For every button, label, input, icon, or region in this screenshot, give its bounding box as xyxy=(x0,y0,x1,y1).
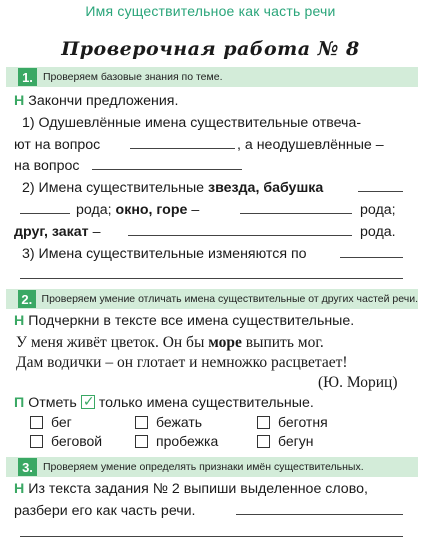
page-title: Проверочная работа № 8 xyxy=(61,38,360,60)
option-1[interactable] xyxy=(30,414,72,430)
s2-line3 xyxy=(14,223,100,241)
answer-blank-4[interactable] xyxy=(20,213,70,214)
checkbox[interactable] xyxy=(135,435,148,448)
task2-instruction2-line xyxy=(14,394,314,412)
answer-blank-1[interactable] xyxy=(130,148,235,149)
answer-blank-7[interactable] xyxy=(340,257,403,258)
answer-blank-8[interactable] xyxy=(20,278,403,279)
s2-words-1: звезда, бабушка xyxy=(208,180,324,196)
s2-line3b: – xyxy=(92,224,101,240)
s2-line1 xyxy=(22,179,323,197)
poem-line1a: У меня живёт цветок. Он бы xyxy=(16,334,205,351)
option-4[interactable] xyxy=(30,433,102,449)
s2-line2 xyxy=(76,201,199,219)
checkbox[interactable] xyxy=(30,435,43,448)
task2-description: Проверяем умение отличать имена существительные от других частей речи. xyxy=(41,293,418,305)
task3-line2: разбери его как часть речи. xyxy=(14,503,196,519)
task3-line1 xyxy=(14,480,368,498)
option-2[interactable] xyxy=(135,414,202,430)
highlighted-word: море xyxy=(208,334,242,351)
checkbox[interactable] xyxy=(257,416,270,429)
option-label: беготня xyxy=(278,414,328,430)
task1-marker: Н xyxy=(14,93,25,109)
option-label: бегун xyxy=(278,433,314,449)
option-label: беговой xyxy=(51,433,103,449)
task1-number: 1. xyxy=(18,68,37,86)
running-head: Имя существительное как часть речи xyxy=(85,3,336,19)
task2-marker: Н xyxy=(14,313,25,329)
s2-line1a: 2) Имена существительные xyxy=(22,180,205,196)
task2-marker2: П xyxy=(14,395,25,411)
checkbox[interactable] xyxy=(135,416,148,429)
poem-line2: Дам водички – он глотает и немножко расцветает! xyxy=(16,354,348,371)
task3-header xyxy=(6,457,418,477)
s1-line3: на вопрос xyxy=(14,158,80,174)
task1-instruction-line xyxy=(14,92,178,110)
s1-line2b: , а неодушевлённые – xyxy=(237,137,384,153)
task2-instruction-line xyxy=(14,312,354,330)
task2-instruction2b: только имена существительные. xyxy=(98,395,314,411)
s1-line2a: ют на вопрос xyxy=(14,137,101,153)
option-label: бежать xyxy=(156,414,203,430)
task1-instruction: Закончи предложения. xyxy=(28,93,179,109)
task2-instruction: Подчеркни в тексте все имена существительные. xyxy=(28,313,355,329)
s2-line2a: рода; xyxy=(76,202,112,218)
option-label: бег xyxy=(51,414,72,430)
s3-line1: 3) Имена существительные изменяются по xyxy=(22,246,307,262)
option-5[interactable] xyxy=(135,433,218,449)
s2-words-3: друг, закат xyxy=(14,224,89,240)
option-6[interactable] xyxy=(257,433,314,449)
checkbox[interactable] xyxy=(30,416,43,429)
task3-instruction: Из текста задания № 2 выпиши выделенное слово, xyxy=(28,481,368,497)
task3-number: 3. xyxy=(18,458,37,476)
s2-line2c: – xyxy=(191,202,200,218)
task1-description: Проверяем базовые знания по теме. xyxy=(43,71,223,83)
s2-line2d: рода; xyxy=(360,202,396,218)
answer-blank-6[interactable] xyxy=(128,235,352,236)
checkbox[interactable] xyxy=(257,435,270,448)
task3-marker: Н xyxy=(14,481,25,497)
answer-blank-10[interactable] xyxy=(20,536,403,537)
option-3[interactable] xyxy=(257,414,328,430)
task1-header xyxy=(6,67,418,87)
poem-line1c: выпить мог. xyxy=(245,334,324,351)
answer-blank-3[interactable] xyxy=(358,191,403,192)
s2-words-2: окно, горе xyxy=(115,202,188,218)
answer-blank-9[interactable] xyxy=(236,514,403,515)
checkmark-icon xyxy=(81,395,95,409)
poem-author: (Ю. Мориц) xyxy=(318,374,398,391)
task2-header xyxy=(6,289,418,309)
task2-number: 2. xyxy=(18,290,36,308)
s2-line3c: рода. xyxy=(360,224,396,240)
poem-line1 xyxy=(16,334,324,352)
answer-blank-2[interactable] xyxy=(92,169,242,170)
option-label: пробежка xyxy=(156,433,219,449)
answer-blank-5[interactable] xyxy=(240,213,352,214)
s1-line2 xyxy=(14,136,100,154)
s1-line1: 1) Одушевлённые имена существительные отвеча- xyxy=(22,115,362,131)
task3-description: Проверяем умение определять признаки имён существительных. xyxy=(43,461,364,473)
task2-instruction2a: Отметь xyxy=(28,395,77,411)
